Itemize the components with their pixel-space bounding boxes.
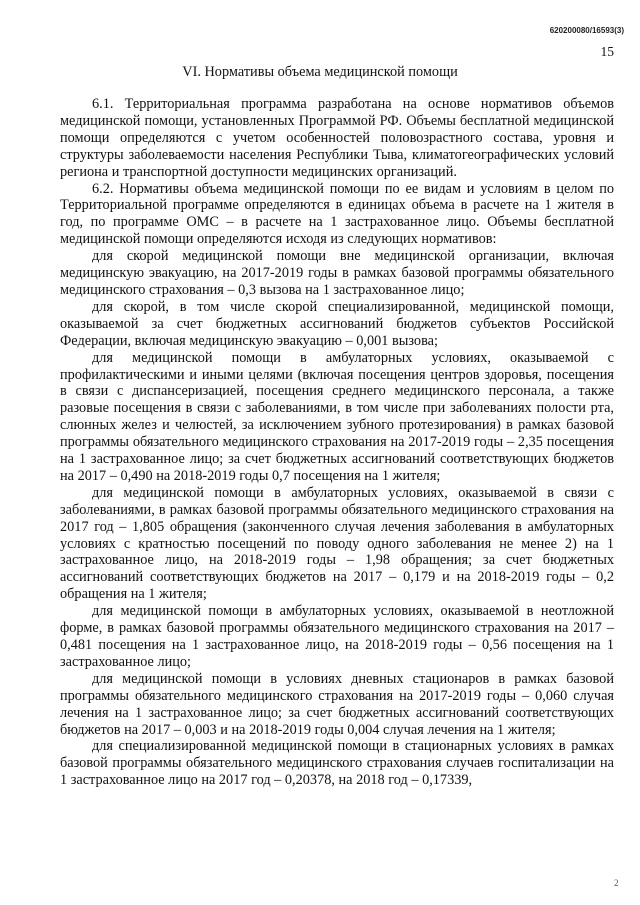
document-body — [60, 96, 614, 789]
paragraph-outpatient-urgent: для медицинской помощи в амбулаторных условиях, оказываемой в неотложной форме, в рамках базовой программы обязательного медицинского страхования на 2017 – 0,481 посещения на 1 застрахованное лицо, на 2018-2019 годы – 0,56 посещения на 1 застрахованное лицо; — [60, 603, 614, 670]
paragraph-outpatient-illness: для медицинской помощи в амбулаторных условиях, оказываемой в связи с заболеваниями, в рамках базовой программы обязательного медицинского страхования на 2017 год – 1,805 обращения (законченного случая лечения заболевания в амбулаторных условиях с кратностью посещений по поводу одного заболевания не менее 2) на 1 застрахованное лицо, на 2018-2019 годы – 1,98 обращения; за счет бюджетных ассигнований соответствующих бюджетов на 2017 – 0,179 и на 2018-2019 годы – 0,2 обращения на 1 жителя; — [60, 484, 614, 603]
paragraph-inpatient: для специализированной медицинской помощи в стационарных условиях в рамках базовой программы обязательного медицинского страхования случаев госпитализации на 1 застрахованное лицо на 2017 год – 0,20378, на 2018 год – 0,17339, — [60, 738, 614, 789]
paragraph-ambulance: для скорой медицинской помощи вне медицинской организации, включая медицинскую эвакуацию, на 2017-2019 годы в рамках базовой программы обязательного медицинского страхования – 0,3 вызова на 1 застрахованное лицо; — [60, 248, 614, 298]
paragraph-6-2: 6.2. Нормативы объема медицинской помощи по ее видам и условиям в целом по Территориальной программе определяются в единицах объема в расчете на 1 жителя в год, по программе ОМС – в расчете на 1 застрахованное лицо. Объемы бесплатной медицинской помощи определяются исходя из следующих нормативов: — [60, 180, 614, 248]
page-number: 15 — [600, 44, 614, 59]
section-title: VI. Нормативы объема медицинской помощи — [182, 64, 458, 80]
paragraph-specialized-ambulance: для скорой, в том числе скорой специализированной, медицинской помощи, оказываемой за счет бюджетных ассигнований бюджетов субъектов Российской Федерации, включая медицинскую эвакуацию – 0,001 вызова; — [60, 298, 614, 349]
document-id: 620200080/16593(3) — [549, 26, 624, 35]
paragraph-6-1: 6.1. Территориальная программа разработана на основе нормативов объемов медицинской помощи, установленных Программой РФ. Объемы бесплатной медицинской помощи определяются с учетом особенностей половозрастного состава, уровня и структуры заболеваемости населения Республики Тыва, климатогеографических условий региона и транспортной доступности медицинских организаций. — [60, 96, 614, 180]
paragraph-outpatient-preventive: для медицинской помощи в амбулаторных условиях, оказываемой с профилактическими и иными целями (включая посещения центров здоровья, посещения в связи с диспансеризацией, посещения среднего медицинского персонала, а также разовые посещения в связи с заболеваниями, в том числе при заболеваниях полости рта, слюнных желез и челюстей, за исключением зубного протезирования) в рамках базовой программы обязательного медицинского страхования на 2017-2019 годы – 2,35 посещения на 1 застрахованное лицо; за счет бюджетных ассигнований соответствующих бюджетов на 2017 – 0,490 на 2018-2019 годы 0,7 посещения на 1 жителя; — [60, 349, 614, 484]
paragraph-day-hospital: для медицинской помощи в условиях дневных стационаров в рамках базовой программы обязательного медицинского страхования на 2017-2019 годы – 0,060 случая лечения на 1 застрахованное лицо; за счет бюджетных ассигнований соответствующих бюджетов на 2017 – 0,003 и на 2018-2019 годы 0,004 случая лечения на 1 жителя; — [60, 670, 614, 738]
corner-mark: 2 — [614, 878, 619, 888]
